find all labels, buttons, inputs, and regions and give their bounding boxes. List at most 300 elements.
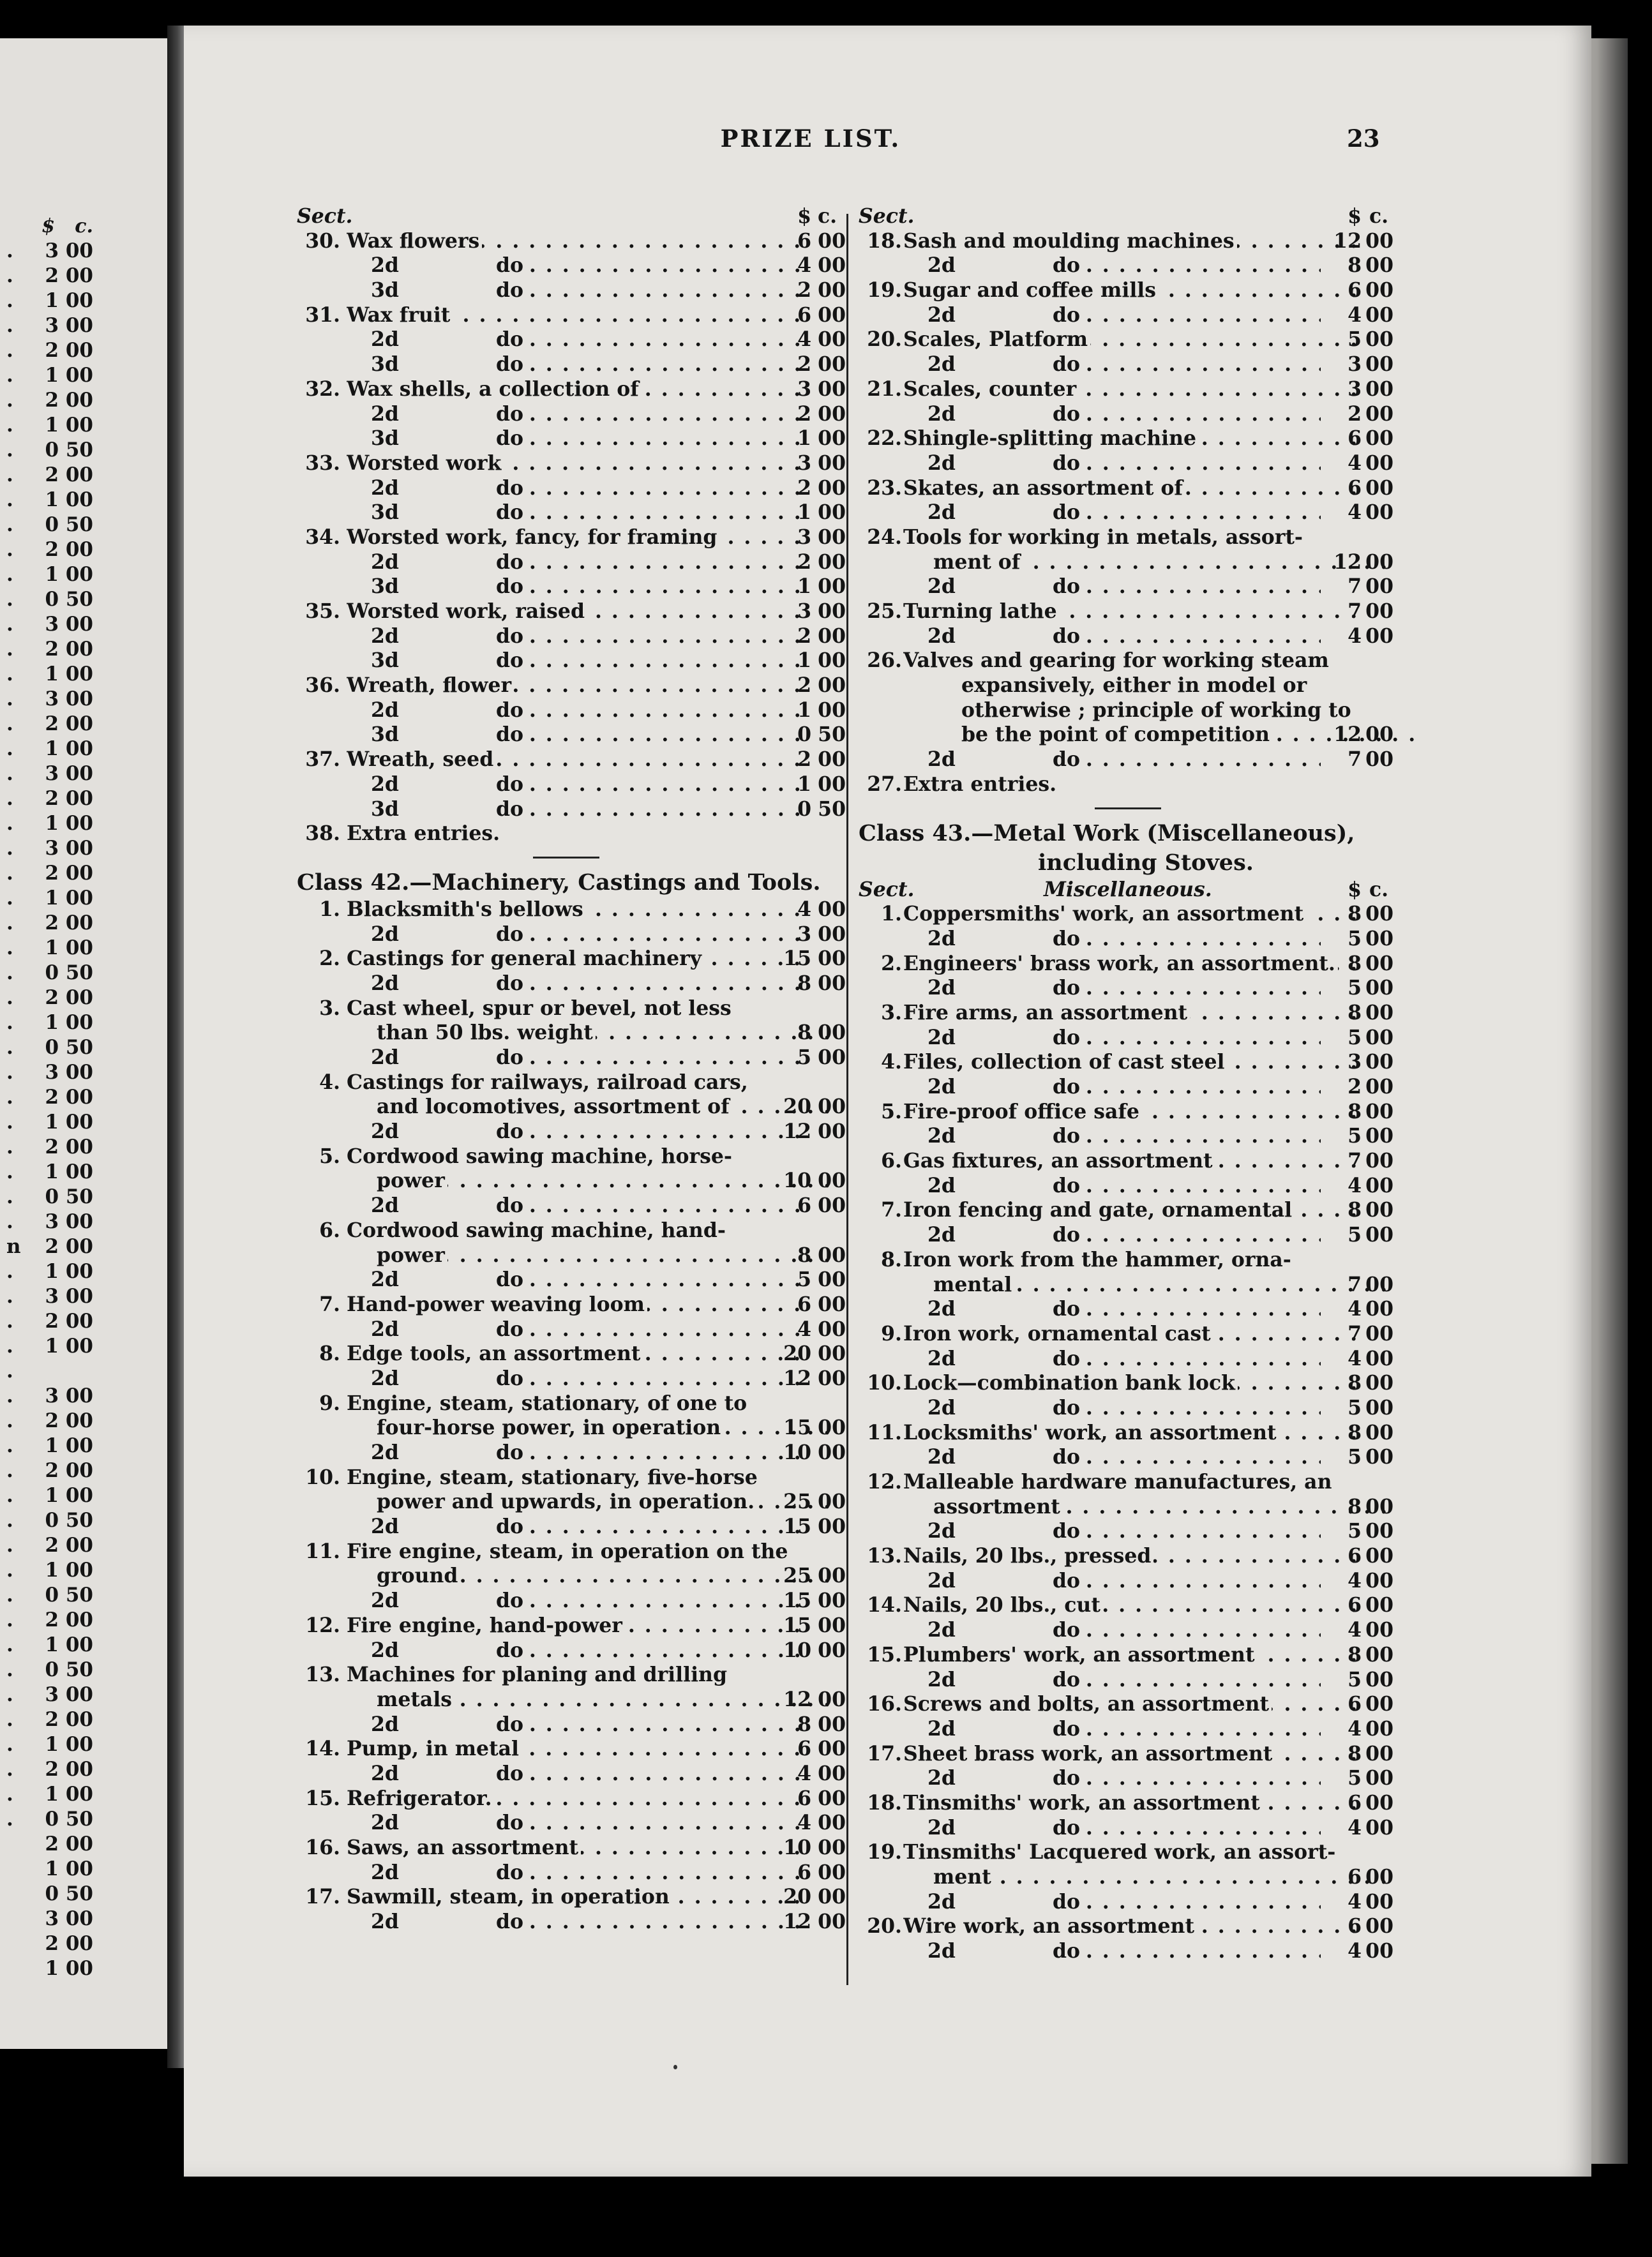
previous-page-row [6, 637, 134, 662]
ditto-text: do [496, 1268, 526, 1291]
award-rank: 2d [371, 1317, 399, 1341]
prize-dollars: 6 [797, 303, 811, 327]
section-number: 9. [319, 1391, 340, 1415]
previous-page-dollars: 1 00 [45, 414, 93, 437]
prize-dollars: 12 [783, 1366, 811, 1390]
section-number: 2. [319, 947, 340, 971]
previous-page-row [6, 1135, 134, 1160]
previous-page-mark: . [6, 314, 13, 337]
award-rank: 2d [371, 550, 399, 574]
previous-page-row [6, 1384, 134, 1409]
entry-label [903, 1840, 1364, 1865]
previous-page-dollars: 0 50 [45, 1658, 93, 1681]
ditto-leader [496, 476, 526, 500]
prize-dollars: 8 [797, 1243, 811, 1267]
prize-row [859, 1371, 1395, 1396]
previous-page-row [6, 662, 134, 687]
prize-dollars: 4 [1348, 1173, 1362, 1197]
prize-cents: 50 [818, 723, 846, 747]
previous-page-row [6, 911, 134, 936]
ditto-mark [1053, 1717, 1321, 1742]
ditto-leader [496, 649, 526, 672]
previous-page-dollars: 0 50 [45, 1036, 93, 1059]
previous-page-dollars: 3 00 [45, 1285, 93, 1308]
entry-label-text: Wreath, seed [347, 747, 496, 771]
prize-row-sub [859, 624, 1395, 649]
prize-cents: 00 [1365, 1297, 1393, 1321]
previous-page-dollars: 2 00 [45, 1708, 93, 1731]
entry-label-text: Tinsmiths' Lacquered work, an assort- [903, 1840, 1338, 1864]
prize-cents: 00 [818, 1811, 846, 1835]
previous-page-dollars: 2 00 [45, 986, 93, 1009]
award-rank: 3d [371, 426, 399, 451]
prize-cents: 00 [818, 525, 846, 549]
section-number: 37. [305, 747, 340, 772]
prize-row [297, 947, 846, 971]
entry-label-text: Fire engine, hand-power [347, 1614, 625, 1637]
ditto-leader [1053, 1297, 1083, 1321]
prize-row [859, 377, 1395, 402]
previous-page-dollars: 2 00 [45, 264, 93, 287]
previous-page-header: $ c. [41, 215, 93, 237]
previous-page-row [6, 737, 134, 761]
award-rank: 2d [927, 976, 956, 1000]
previous-page-row [6, 1284, 134, 1309]
wax-worsted-list [297, 229, 846, 846]
prize-dollars: 2 [1348, 401, 1362, 426]
previous-page-mark: . [6, 1608, 13, 1631]
prize-row-sub [297, 1046, 846, 1070]
ditto-text: do [496, 327, 526, 351]
previous-page-mark: . [6, 1783, 13, 1806]
ditto-leader [496, 402, 526, 426]
previous-page-mark: . [6, 1484, 13, 1507]
section-number: 36. [305, 673, 340, 698]
prize-dollars: 3 [1348, 377, 1362, 401]
prize-cents: 00 [818, 1836, 846, 1859]
entry-label-text: Lock—combination bank lock [903, 1371, 1238, 1395]
prize-row-sub [297, 1589, 846, 1614]
prize-cents: 00 [1365, 352, 1393, 377]
prize-dollars: 4 [797, 1317, 811, 1341]
previous-page-dollars: 1 00 [45, 1434, 93, 1457]
ditto-text: do [496, 1317, 526, 1341]
prize-cents: 00 [818, 303, 846, 327]
prize-row [859, 649, 1395, 673]
entry-label [903, 1001, 1364, 1026]
previous-page-mark: . [6, 1459, 13, 1482]
prize-row-sub [297, 476, 846, 501]
ditto-leader [496, 253, 526, 277]
entry-label-text: power [377, 1243, 447, 1267]
previous-page-mark: . [6, 289, 13, 312]
previous-page-dollars: 2 00 [45, 1833, 93, 1856]
previous-page-dollars: 1 00 [45, 1783, 93, 1806]
prize-dollars: 1 [797, 426, 811, 451]
ditto-text: do [496, 352, 526, 376]
previous-page-dollars: 3 00 [45, 239, 93, 262]
ditto-text: do [1053, 1618, 1083, 1642]
prize-cents: 00 [1365, 1223, 1393, 1247]
previous-page-mark: . [6, 1559, 13, 1582]
entry-label-text: Screws and bolts, an assortment [903, 1692, 1272, 1716]
award-rank: 2d [371, 1712, 399, 1736]
ditto-leader [1053, 927, 1083, 950]
prize-row [859, 476, 1395, 501]
ditto-leader [496, 624, 526, 648]
award-rank: 2d [371, 1046, 399, 1069]
section-number: 4. [319, 1070, 340, 1094]
award-rank: 2d [927, 1395, 956, 1420]
previous-page-row [6, 264, 134, 289]
previous-page-mark: . [6, 663, 13, 686]
award-rank: 2d [927, 1667, 956, 1691]
ditto-leader [1053, 1445, 1083, 1469]
previous-page-mark: . [6, 563, 13, 586]
prize-cents: 00 [1365, 1272, 1393, 1296]
previous-page-dollars: 2 00 [45, 538, 93, 561]
entry-label-text: Tinsmiths' work, an assortment [903, 1791, 1263, 1815]
entry-label [903, 599, 1364, 624]
previous-page-dollars: 2 00 [45, 1086, 93, 1109]
right-column [859, 204, 1395, 1964]
prize-cents: 00 [1365, 1642, 1393, 1667]
prize-dollars: 4 [1348, 1618, 1362, 1642]
prize-dollars: 3 [797, 377, 811, 401]
ditto-mark [1053, 402, 1321, 427]
previous-page-row [6, 562, 134, 587]
prize-cents: 00 [1365, 253, 1393, 278]
ditto-text: do [1053, 303, 1083, 327]
prize-cents: 00 [818, 377, 846, 401]
prize-cents: 00 [1365, 1371, 1393, 1395]
prize-row-sub [859, 1174, 1395, 1199]
previous-page-mark: . [6, 488, 13, 511]
prize-dollars: 4 [1348, 1815, 1362, 1840]
ditto-leader [496, 1367, 526, 1390]
award-rank: 2d [371, 922, 399, 946]
prize-dollars: 1 [797, 772, 811, 796]
entry-label-text: Engineers' brass work, an assortment. [903, 952, 1338, 975]
ditto-text: do [1053, 1297, 1083, 1321]
section-number: 15. [305, 1786, 340, 1810]
previous-page-mark: . [6, 1584, 13, 1607]
prize-dollars: 2 [797, 747, 811, 772]
prize-row-sub [859, 451, 1395, 476]
entry-label [347, 451, 806, 476]
previous-page-mark: . [6, 1509, 13, 1532]
ditto-text: do [496, 1194, 526, 1217]
prize-cents: 00 [818, 1317, 846, 1341]
ditto-text: do [1053, 451, 1083, 475]
previous-page-row [6, 1060, 134, 1085]
previous-page-row [6, 1583, 134, 1608]
section-number: 6. [881, 1149, 902, 1173]
previous-page-row [6, 1508, 134, 1533]
ditto-text: do [1053, 1026, 1083, 1049]
section-number: 7. [881, 1198, 902, 1222]
entry-label [903, 525, 1364, 550]
prize-cents: 00 [1365, 1124, 1393, 1148]
section-number: 16. [305, 1836, 340, 1859]
entry-label [903, 1470, 1364, 1495]
prize-cents: 00 [818, 698, 846, 722]
previous-page-row [6, 1483, 134, 1508]
previous-page-dollars: 2 00 [45, 1758, 93, 1781]
prize-cents: 00 [818, 1441, 846, 1464]
ditto-text: do [1053, 927, 1083, 950]
prize-row-sub [297, 797, 846, 822]
prize-dollars: 20 [783, 1095, 811, 1119]
section-number: 8. [881, 1247, 902, 1271]
prize-cents: 00 [818, 1342, 846, 1366]
prize-row-sub [859, 1939, 1395, 1964]
ditto-leader [1053, 500, 1083, 524]
previous-page-row [6, 513, 134, 537]
prize-dollars: 8 [1348, 951, 1362, 975]
ditto-text: do [1053, 1445, 1083, 1469]
previous-page-row [6, 1035, 134, 1060]
award-rank: 3d [371, 352, 399, 377]
previous-page-mark: . [6, 911, 13, 934]
previous-page-dollars: 2 00 [45, 1608, 93, 1631]
prize-row-sub [859, 1223, 1395, 1248]
prize-cents: 00 [818, 278, 846, 303]
previous-page-values [6, 214, 134, 1981]
prize-row [859, 1495, 1395, 1520]
award-rank: 2d [927, 1124, 956, 1148]
ditto-leader [496, 1515, 526, 1538]
previous-page-row [6, 1782, 134, 1807]
entry-label-text: Plumbers' work, an assortment [903, 1643, 1258, 1667]
prize-row-sub [859, 1816, 1395, 1841]
previous-page-row [6, 1658, 134, 1683]
previous-page-dollars: 3 00 [45, 1210, 93, 1233]
entry-label [903, 1198, 1364, 1223]
entry-label-text: Edge tools, an assortment [347, 1342, 643, 1365]
entry-label-text: ment of [933, 550, 1023, 574]
ditto-mark [1053, 1890, 1321, 1915]
award-rank: 2d [371, 1761, 399, 1785]
previous-page-dollars: 0 50 [45, 1882, 93, 1905]
prize-cents: 00 [1365, 327, 1393, 352]
previous-page-row [6, 289, 134, 313]
entry-label [347, 1614, 806, 1638]
ditto-mark [1053, 1075, 1321, 1100]
ditto-leader [496, 1762, 526, 1785]
entry-label [347, 1663, 806, 1688]
prize-cents: 00 [818, 451, 846, 475]
prize-cents: 00 [1365, 976, 1393, 1000]
award-rank: 2d [371, 1366, 399, 1390]
prize-cents: 00 [818, 1860, 846, 1884]
prize-dollars: 5 [1348, 926, 1362, 950]
prize-dollars: 2 [797, 278, 811, 303]
prize-dollars: 6 [1348, 1544, 1362, 1568]
prize-row-sub [297, 1860, 846, 1886]
previous-page-row [6, 1210, 134, 1234]
prize-cents: 00 [818, 1194, 846, 1218]
prize-dollars: 4 [1348, 500, 1362, 525]
section-number: 24. [867, 525, 902, 549]
entry-label [903, 1248, 1364, 1273]
section-number: 10. [305, 1465, 340, 1489]
prize-dollars: 6 [797, 1737, 811, 1761]
award-rank: 2d [371, 253, 399, 278]
award-rank: 2d [371, 1515, 399, 1539]
ditto-text: do [496, 1120, 526, 1143]
previous-page-mark: . [6, 1285, 13, 1308]
prize-cents: 00 [818, 352, 846, 377]
class-42-list [297, 897, 846, 1935]
entry-label [903, 1050, 1364, 1075]
ditto-leader [1053, 1075, 1083, 1099]
ditto-text: do [496, 1441, 526, 1464]
book-gutter [167, 26, 184, 2068]
previous-page-row [6, 388, 134, 413]
previous-page-row [6, 1707, 134, 1732]
previous-page-row [6, 961, 134, 986]
section-number: 3. [881, 1000, 902, 1024]
ditto-text: do [1053, 402, 1083, 426]
entry-label [903, 772, 1364, 797]
previous-page-row [6, 1010, 134, 1035]
entry-label-text: Wreath, flower [347, 673, 514, 697]
previous-page-row [6, 1857, 134, 1882]
previous-page-dollars: 1 00 [45, 1957, 93, 1980]
ditto-mark [1053, 1297, 1321, 1322]
entry-label [347, 947, 806, 971]
prize-dollars: 1 [797, 574, 811, 599]
award-rank: 2d [371, 1441, 399, 1464]
ditto-text: do [1053, 1075, 1083, 1099]
prize-row [297, 1885, 846, 1910]
entry-label [903, 1421, 1364, 1446]
prize-cents: 00 [1365, 624, 1393, 648]
previous-page-dollars: 0 50 [45, 513, 93, 536]
prize-row-sub [297, 550, 846, 575]
prize-dollars: 15 [783, 1589, 811, 1613]
entry-label [903, 902, 1364, 927]
ditto-text: do [1053, 624, 1083, 648]
award-rank: 2d [371, 1268, 399, 1292]
ditto-leader [496, 772, 526, 796]
prize-row-sub [859, 1569, 1395, 1594]
previous-page-row [6, 986, 134, 1010]
award-rank: 2d [927, 574, 956, 599]
entry-label-text: Sheet brass work, an assortment [903, 1742, 1275, 1766]
section-number: 35. [305, 599, 340, 623]
prize-dollars: 8 [1348, 1371, 1362, 1395]
prize-row [297, 1836, 846, 1861]
award-rank: 3d [371, 723, 399, 747]
prize-cents: 00 [818, 1120, 846, 1144]
entry-label [903, 1322, 1364, 1347]
previous-page-mark: . [6, 837, 13, 860]
entry-label-text: and locomotives, assortment of [377, 1095, 732, 1118]
previous-page-mark: . [6, 1808, 13, 1831]
entry-label-text: ground [377, 1564, 460, 1587]
prize-row [297, 747, 846, 772]
previous-page-row [6, 1110, 134, 1135]
previous-page-dollars: 3 00 [45, 762, 93, 785]
prize-row-sub [297, 1910, 846, 1935]
prize-row [859, 1421, 1395, 1446]
prize-row-sub [297, 500, 846, 525]
previous-page-dollars: 0 50 [45, 1185, 93, 1208]
section-number: 38. [305, 821, 340, 846]
prize-dollars: 4 [1348, 624, 1362, 648]
prize-row-sub [859, 927, 1395, 952]
prize-dollars: 3 [797, 525, 811, 549]
class-43-subtitle: including Stoves. [1038, 849, 1254, 876]
prize-row [859, 952, 1395, 977]
previous-page-dollars: 1 00 [45, 1011, 93, 1034]
previous-page-row [6, 936, 134, 961]
entry-label-continued [961, 698, 1422, 723]
prize-row [859, 1593, 1395, 1618]
previous-page-row [6, 1334, 134, 1359]
prize-row-sub [859, 1396, 1395, 1421]
ditto-text: do [496, 723, 526, 746]
entry-label [903, 327, 1364, 352]
prize-cents: 00 [1365, 1568, 1393, 1593]
prize-dollars: 4 [1348, 303, 1362, 327]
prize-dollars: 20 [783, 1885, 811, 1909]
award-rank: 2d [371, 1638, 399, 1662]
page-number: 23 [1347, 124, 1380, 153]
ditto-text: do [1053, 1766, 1083, 1790]
section-number: 13. [305, 1663, 340, 1687]
prize-cents: 00 [1365, 377, 1393, 401]
section-number: 19. [867, 1840, 902, 1864]
prize-cents: 00 [1365, 1939, 1393, 1963]
ditto-text: do [496, 797, 526, 821]
award-rank: 2d [927, 253, 956, 278]
entry-label [347, 821, 806, 846]
previous-page-dollars: 1 00 [45, 812, 93, 835]
previous-page-row [6, 338, 134, 363]
previous-page-mark: . [6, 1733, 13, 1756]
ditto-leader [496, 1589, 526, 1612]
award-rank: 2d [371, 698, 399, 722]
entry-label-text: four-horse power, in operation [377, 1416, 723, 1439]
previous-page-row [6, 1160, 134, 1185]
ditto-leader [1053, 402, 1083, 426]
award-rank: 2d [371, 1120, 399, 1144]
entry-label [903, 1544, 1364, 1569]
prize-cents: 00 [1365, 1667, 1393, 1691]
previous-page-mark: . [6, 264, 13, 287]
award-rank: 2d [371, 1910, 399, 1934]
prize-row [297, 1613, 846, 1638]
prize-cents: 00 [1365, 1914, 1393, 1938]
previous-page-mark: . [6, 1683, 13, 1706]
prize-row-sub [297, 1712, 846, 1737]
entry-label [903, 476, 1364, 501]
prize-row [297, 1663, 839, 1688]
entry-label-text: Castings for general machinery [347, 947, 704, 970]
previous-page-row [6, 1757, 134, 1782]
previous-page-row [6, 836, 134, 861]
entry-label [347, 1466, 806, 1490]
prize-cents: 00 [818, 673, 846, 698]
entry-label [903, 426, 1364, 451]
prize-row-sub [859, 253, 1395, 278]
entry-label-text: Sugar and coffee mills [903, 278, 1159, 302]
ditto-leader [1053, 1174, 1083, 1197]
previous-page-dollars: 2 00 [45, 787, 93, 810]
